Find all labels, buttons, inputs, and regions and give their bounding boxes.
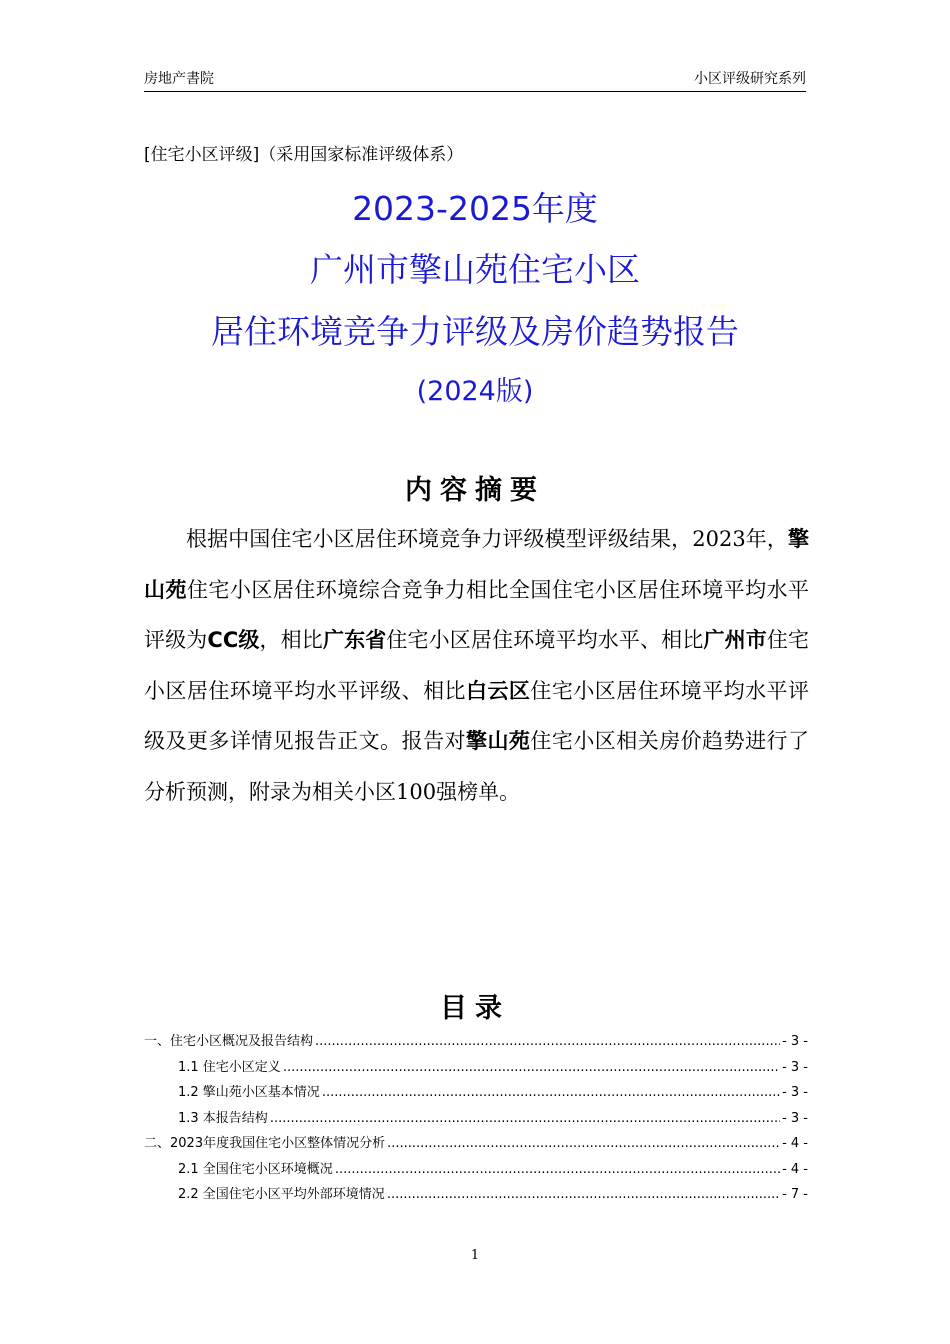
toc-entry[interactable] (144, 1183, 808, 1209)
toc-dot-leader (387, 1136, 780, 1151)
toc-entry-label: 1.1 住宅小区定义 (178, 1059, 281, 1075)
title-line-4: (2024版) (416, 376, 534, 407)
table-of-contents (144, 1030, 808, 1209)
title-line-1: 2023-2025年度 (352, 189, 598, 228)
summary-text: 根据中国住宅小区居住环境竞争力评级模型评级结果，2023年， (186, 527, 788, 551)
header-left-text: 房地产書院 (144, 71, 214, 87)
toc-entry-page: - 4 - (782, 1161, 808, 1177)
toc-dot-leader (387, 1187, 780, 1202)
toc-dot-leader (322, 1085, 780, 1100)
summary-highlight: CC级 (207, 628, 260, 652)
summary-highlight: 广州市 (703, 628, 767, 652)
toc-dot-leader (335, 1162, 780, 1177)
summary-text: 住宅小区居住环境综合竞争力相比全国住宅小区居住环境平均水平评级为 (144, 577, 810, 652)
summary-body (144, 514, 809, 817)
summary-text: 住宅小区居住环境平均水平评级及更多详情见报告正文。报告对 (144, 678, 810, 753)
toc-entry-label: 二、2023年度我国住宅小区整体情况分析 (144, 1136, 386, 1151)
summary-heading: 内容摘要 (405, 475, 545, 506)
title-line-3: 居住环境竞争力评级及房价趋势报告 (211, 312, 739, 351)
toc-heading: 目录 (440, 993, 510, 1024)
toc-dot-leader (270, 1111, 780, 1126)
toc-entry[interactable] (144, 1107, 808, 1133)
summary-text: 住宅小区居住环境平均水平评级、相比 (144, 628, 810, 703)
toc-entry[interactable] (144, 1056, 808, 1082)
toc-entry-label: 一、住宅小区概况及报告结构 (144, 1034, 314, 1049)
title-line-2: 广州市擎山苑住宅小区 (310, 250, 640, 289)
toc-entry-label: 2.2 全国住宅小区平均外部环境情况 (178, 1187, 385, 1202)
toc-entry-page: - 3 - (782, 1110, 808, 1126)
summary-highlight: 白云区 (466, 678, 531, 703)
summary-text: 住宅小区相关房价趋势进行了分析预测，附录为相关小区100强榜单。 (144, 729, 810, 804)
toc-entry[interactable] (144, 1132, 808, 1158)
toc-entry-page: - 3 - (782, 1034, 808, 1049)
toc-entry-page: - 4 - (782, 1136, 808, 1151)
summary-highlight: 擎山苑 (144, 527, 809, 602)
toc-entry[interactable] (144, 1081, 808, 1107)
header-divider (144, 91, 806, 92)
toc-entry-label: 1.3 本报告结构 (178, 1110, 268, 1126)
toc-dot-leader (283, 1060, 780, 1075)
toc-entry-label: 1.2 擎山苑小区基本情况 (178, 1085, 320, 1100)
summary-paragraph (144, 514, 809, 817)
summary-text: ，相比 (259, 628, 323, 652)
summary-highlight: 擎山苑 (466, 729, 531, 753)
toc-entry[interactable] (144, 1030, 808, 1056)
page-number: 1 (470, 1248, 480, 1263)
summary-text: 住宅小区居住环境平均水平、相比 (386, 628, 704, 652)
toc-entry-page: - 3 - (782, 1085, 808, 1100)
summary-highlight: 广东省 (322, 628, 387, 652)
toc-dot-leader (315, 1034, 780, 1049)
toc-entry-label: 2.1 全国住宅小区环境概况 (178, 1161, 333, 1177)
toc-entry-page: - 7 - (782, 1187, 808, 1202)
header-right-text: 小区评级研究系列 (694, 71, 806, 87)
toc-entry[interactable] (144, 1158, 808, 1184)
toc-entry-page: - 3 - (782, 1059, 808, 1075)
report-tagline: [住宅小区评级]（采用国家标准评级体系） (144, 145, 464, 165)
